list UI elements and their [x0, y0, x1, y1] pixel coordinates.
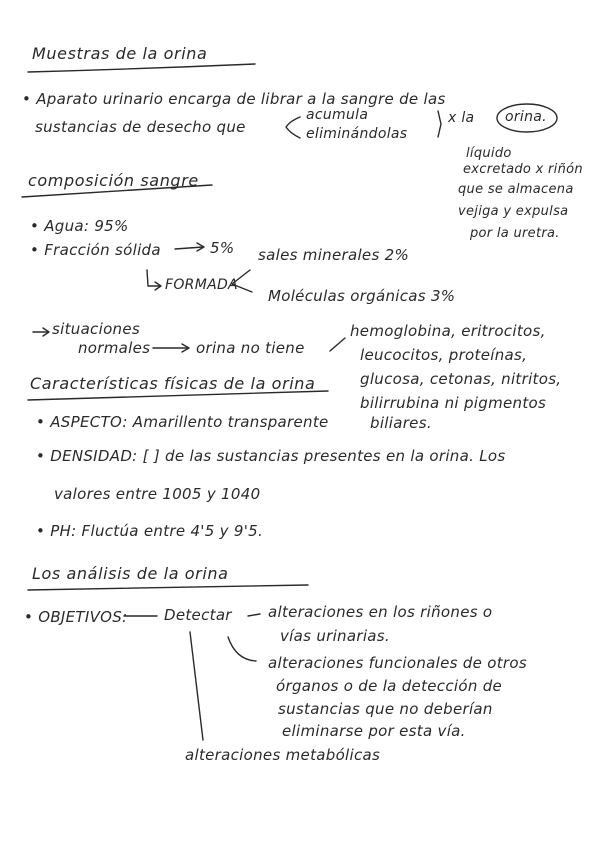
alteraciones-funcionales-2: órganos o de la detección de	[276, 677, 503, 695]
orina-excluded-1: hemoglobina, eritrocitos,	[350, 322, 546, 340]
moleculas-organicas: Moléculas orgánicas 3%	[268, 287, 456, 305]
orina-definition-3: que se almacena	[458, 182, 574, 197]
agua-item: • Agua: 95%	[30, 217, 129, 235]
orina-circled-text: orina.	[505, 109, 547, 125]
alteraciones-rinones-1: alteraciones en los riñones o	[268, 603, 493, 621]
x-la-text: x la	[448, 110, 475, 126]
aspecto-item: • ASPECTO: Amarillento transparente	[36, 413, 329, 431]
fraccion-value: 5%	[210, 239, 235, 257]
objetivos-label: • OBJETIVOS:	[24, 608, 128, 626]
orina-excluded-5: biliares.	[370, 414, 432, 432]
arrow-fraccion	[175, 247, 203, 249]
brace-item-acumula: acumula	[306, 107, 369, 123]
fraccion-item: • Fracción sólida	[30, 241, 161, 259]
sales-minerales: sales minerales 2%	[258, 246, 410, 264]
title-composicion: composición sangre	[28, 171, 199, 190]
formada-label: FORMADA	[165, 277, 238, 293]
orina-definition-4: vejiga y expulsa	[458, 204, 569, 219]
aparato-line-2: sustancias de desecho que	[35, 118, 246, 136]
orina-no-tiene: orina no tiene	[196, 339, 305, 357]
hook-formada	[147, 270, 160, 286]
title-caracteristicas: Características físicas de la orina	[30, 374, 316, 393]
orina-definition-2: excretado x riñón	[463, 162, 583, 177]
orina-definition-1: líquido	[466, 146, 512, 161]
left-brace	[286, 117, 300, 138]
aparato-line-1: • Aparato urinario encarga de librar a la sangre de las	[22, 90, 446, 108]
curve-funcionales	[228, 637, 256, 661]
detectar-label: Detectar	[164, 606, 232, 624]
alteraciones-rinones-2: vías urinarias.	[280, 627, 390, 645]
right-bracket	[438, 111, 441, 137]
orina-excluded-4: bilirrubina ni pigmentos	[360, 394, 547, 412]
normales-text: normales	[78, 339, 151, 357]
title-underline-analisis	[28, 585, 308, 590]
alteraciones-funcionales-3: sustancias que no deberían	[278, 700, 493, 718]
slash-list	[330, 338, 345, 351]
brace-item-eliminandolas: eliminándolas	[306, 126, 408, 142]
ph-item: • PH: Fluctúa entre 4'5 y 9'5.	[36, 522, 264, 540]
alteraciones-metabolicas: alteraciones metabólicas	[185, 746, 381, 764]
orina-definition-5: por la uretra.	[470, 226, 560, 241]
title-muestras: Muestras de la orina	[32, 44, 208, 63]
orina-excluded-2: leucocitos, proteínas,	[360, 346, 528, 364]
title-underline-muestras	[28, 64, 255, 72]
densidad-line-2: valores entre 1005 y 1040	[54, 485, 261, 503]
alteraciones-funcionales-4: eliminarse por esta vía.	[282, 722, 466, 740]
vertical-line-metabolicas	[190, 632, 203, 740]
situaciones-text: situaciones	[52, 320, 141, 338]
densidad-line-1: • DENSIDAD: [ ] de las sustancias presentes en la orina. Los	[36, 447, 506, 465]
orina-excluded-3: glucosa, cetonas, nitritos,	[360, 370, 562, 388]
title-analisis: Los análisis de la orina	[32, 564, 229, 583]
dash-detectar	[248, 614, 260, 616]
alteraciones-funcionales-1: alteraciones funcionales de otros	[268, 654, 527, 672]
